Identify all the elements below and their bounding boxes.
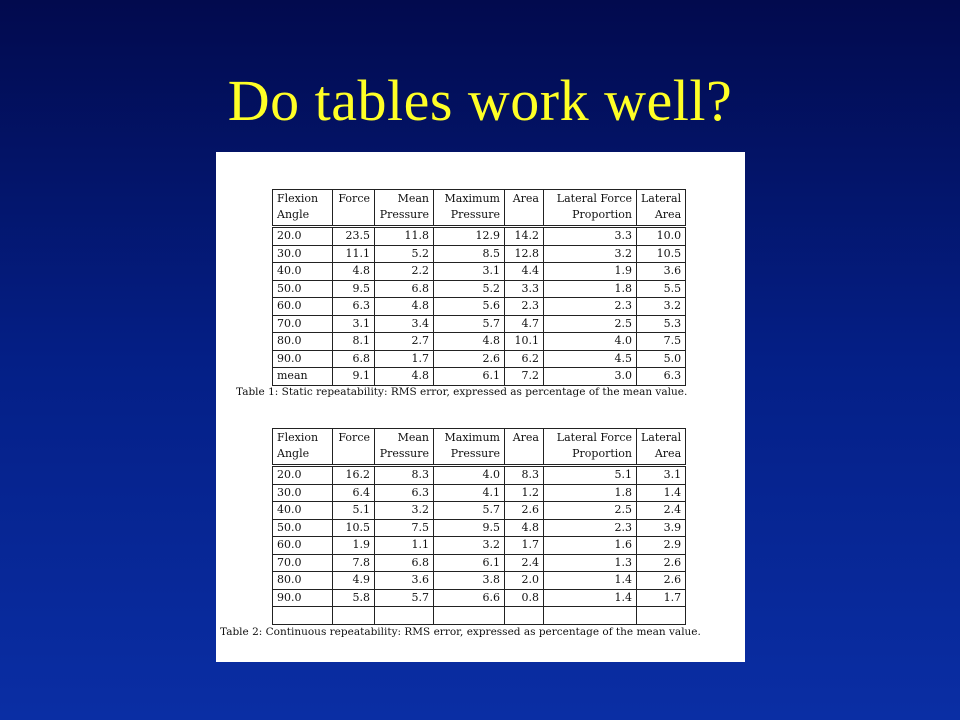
column-header-line: Lateral [641, 431, 682, 444]
table-cell: 10.0 [637, 227, 686, 246]
table-cell: 1.2 [505, 484, 544, 502]
table-cell: 6.8 [375, 280, 434, 298]
table-cell: 12.9 [434, 227, 505, 246]
table-2-caption: Table 2: Continuous repeatability: RMS error, expressed as percentage of the mean value. [220, 626, 701, 638]
table-cell: 4.5 [544, 350, 637, 368]
table-cell: 3.6 [637, 263, 686, 281]
table-cell: 3.0 [544, 368, 637, 386]
table-cell: 20.0 [273, 466, 333, 485]
table-cell: 23.5 [333, 227, 375, 246]
table-cell [375, 607, 434, 625]
table-cell: 90.0 [273, 350, 333, 368]
table-row [273, 227, 686, 246]
column-header-line: Pressure [450, 447, 500, 460]
table-cell [505, 607, 544, 625]
column-header-line: Mean [397, 192, 429, 205]
table-cell: 6.6 [434, 589, 505, 607]
table-cell: 5.6 [434, 298, 505, 316]
table-cell: 6.2 [505, 350, 544, 368]
table-cell: 5.1 [544, 466, 637, 485]
table-cell: 4.8 [434, 333, 505, 351]
table-cell: 20.0 [273, 227, 333, 246]
table-cell: 3.6 [375, 572, 434, 590]
table-cell: mean [273, 368, 333, 386]
column-header-line: Maximum [444, 192, 500, 205]
table-cell: 5.7 [434, 502, 505, 520]
table-cell: 4.8 [375, 368, 434, 386]
table-cell: 6.8 [375, 554, 434, 572]
table-cell: 60.0 [273, 537, 333, 555]
table-cell: 2.6 [434, 350, 505, 368]
table-cell: 7.2 [505, 368, 544, 386]
table-cell: 1.4 [637, 484, 686, 502]
column-header-line: Area [654, 447, 682, 460]
table-row [273, 572, 686, 590]
table-cell: 6.8 [333, 350, 375, 368]
tables-image [216, 152, 745, 662]
table-cell: 1.4 [544, 589, 637, 607]
table-row [273, 298, 686, 316]
table-row [273, 368, 686, 386]
table-cell: 1.7 [637, 589, 686, 607]
table-cell: 3.3 [505, 280, 544, 298]
column-header-line: Maximum [444, 431, 500, 444]
table-row [273, 263, 686, 281]
column-header-line: Lateral Force [556, 192, 632, 205]
column-header-line: Pressure [379, 208, 429, 221]
table-cell: 9.5 [434, 519, 505, 537]
table-cell [434, 607, 505, 625]
column-header [544, 190, 637, 227]
table-cell: 30.0 [273, 484, 333, 502]
table-cell: 3.8 [434, 572, 505, 590]
table-cell: 3.1 [434, 263, 505, 281]
column-header [637, 190, 686, 227]
table-cell: 40.0 [273, 502, 333, 520]
table-cell: 10.5 [637, 245, 686, 263]
column-header [434, 429, 505, 466]
continuous-repeatability-table [272, 428, 686, 625]
table-cell: 30.0 [273, 245, 333, 263]
table-cell: 12.8 [505, 245, 544, 263]
table-cell: 6.3 [637, 368, 686, 386]
table-cell: 5.3 [637, 315, 686, 333]
table-cell: 8.1 [333, 333, 375, 351]
table-row [273, 519, 686, 537]
table-cell: 2.3 [505, 298, 544, 316]
column-header [505, 429, 544, 466]
table-cell: 2.6 [505, 502, 544, 520]
table-row [273, 245, 686, 263]
table-header-row [273, 429, 686, 466]
table-cell: 2.7 [375, 333, 434, 351]
table-cell: 3.1 [637, 466, 686, 485]
slide-title: Do tables work well? [227, 68, 733, 133]
table-cell: 4.9 [333, 572, 375, 590]
table-cell: 2.2 [375, 263, 434, 281]
table-cell: 2.0 [505, 572, 544, 590]
column-header-line: Lateral [641, 192, 682, 205]
table-cell: 4.7 [505, 315, 544, 333]
table-cell: 1.1 [375, 537, 434, 555]
column-header [505, 190, 544, 227]
table-cell [273, 607, 333, 625]
table-cell: 3.2 [544, 245, 637, 263]
table-cell: 1.8 [544, 484, 637, 502]
table-cell: 7.5 [637, 333, 686, 351]
column-header [375, 190, 434, 227]
table-row [273, 589, 686, 607]
table-cell: 6.1 [434, 368, 505, 386]
table-cell: 2.4 [637, 502, 686, 520]
table-cell: 4.4 [505, 263, 544, 281]
static-repeatability-table [272, 189, 686, 386]
table-cell: 8.5 [434, 245, 505, 263]
column-header-line: Area [654, 208, 682, 221]
table-cell: 4.0 [544, 333, 637, 351]
column-header-line: Force [338, 431, 370, 444]
table-cell: 1.6 [544, 537, 637, 555]
table-cell: 4.8 [333, 263, 375, 281]
column-header-line: Pressure [379, 447, 429, 460]
table-cell: 1.3 [544, 554, 637, 572]
table-cell: 2.9 [637, 537, 686, 555]
table-cell: 2.4 [505, 554, 544, 572]
table-cell: 3.4 [375, 315, 434, 333]
table-cell: 6.3 [375, 484, 434, 502]
table-cell: 1.7 [375, 350, 434, 368]
table-cell: 2.3 [544, 298, 637, 316]
table-header-row [273, 190, 686, 227]
table-cell: 5.5 [637, 280, 686, 298]
table-cell: 40.0 [273, 263, 333, 281]
column-header-line: Mean [397, 431, 429, 444]
table-cell: 2.6 [637, 554, 686, 572]
table-cell: 6.1 [434, 554, 505, 572]
table-cell: 2.6 [637, 572, 686, 590]
table-cell: 0.8 [505, 589, 544, 607]
table-cell: 10.1 [505, 333, 544, 351]
table-row [273, 537, 686, 555]
column-header-line: Force [338, 192, 370, 205]
table-row [273, 466, 686, 485]
table-cell: 10.5 [333, 519, 375, 537]
table-cell [544, 607, 637, 625]
table-cell: 5.8 [333, 589, 375, 607]
table-cell: 2.5 [544, 502, 637, 520]
table-cell: 11.8 [375, 227, 434, 246]
table-row [273, 333, 686, 351]
table-cell: 16.2 [333, 466, 375, 485]
table-cell: 3.1 [333, 315, 375, 333]
table-cell: 5.2 [434, 280, 505, 298]
table-cell: 1.9 [544, 263, 637, 281]
column-header-line: Angle [277, 208, 310, 221]
table-cell: 80.0 [273, 333, 333, 351]
table-cell: 3.2 [637, 298, 686, 316]
table-cell: 3.2 [375, 502, 434, 520]
table-cell: 1.7 [505, 537, 544, 555]
table-cell: 5.1 [333, 502, 375, 520]
column-header [273, 190, 333, 227]
table-cell: 1.9 [333, 537, 375, 555]
column-header-line: Pressure [450, 208, 500, 221]
table-cell: 2.5 [544, 315, 637, 333]
table-cell: 14.2 [505, 227, 544, 246]
column-header [273, 429, 333, 466]
table-cell [333, 607, 375, 625]
table-cell: 5.7 [434, 315, 505, 333]
table-cell: 60.0 [273, 298, 333, 316]
table-cell: 80.0 [273, 572, 333, 590]
column-header-line: Angle [277, 447, 310, 460]
table-cell: 50.0 [273, 519, 333, 537]
table-cell: 4.8 [505, 519, 544, 537]
table-cell: 3.9 [637, 519, 686, 537]
table-cell: 4.1 [434, 484, 505, 502]
table-cell: 3.2 [434, 537, 505, 555]
column-header-line: Flexion [277, 431, 319, 444]
table-cell: 9.1 [333, 368, 375, 386]
table-cell: 3.3 [544, 227, 637, 246]
column-header-line: Lateral Force [556, 431, 632, 444]
column-header-line: Proportion [572, 208, 632, 221]
table-cell: 6.3 [333, 298, 375, 316]
table-cell: 1.8 [544, 280, 637, 298]
column-header [544, 429, 637, 466]
column-header [375, 429, 434, 466]
table-cell: 8.3 [375, 466, 434, 485]
table-row [273, 607, 686, 625]
column-header-line: Flexion [277, 192, 319, 205]
table-cell: 50.0 [273, 280, 333, 298]
column-header-line: Area [512, 192, 539, 205]
table-cell: 8.3 [505, 466, 544, 485]
column-header-line: Proportion [572, 447, 632, 460]
table-1-caption: Table 1: Static repeatability: RMS error, expressed as percentage of the mean value. [236, 386, 688, 398]
column-header-line: Area [512, 431, 539, 444]
table-cell: 7.5 [375, 519, 434, 537]
column-header [333, 429, 375, 466]
table-cell: 2.3 [544, 519, 637, 537]
table-row [273, 554, 686, 572]
table-row [273, 315, 686, 333]
column-header [333, 190, 375, 227]
table-cell: 6.4 [333, 484, 375, 502]
table-row [273, 280, 686, 298]
table-cell: 11.1 [333, 245, 375, 263]
table-cell: 5.2 [375, 245, 434, 263]
table-cell: 70.0 [273, 554, 333, 572]
table-cell: 4.0 [434, 466, 505, 485]
column-header [434, 190, 505, 227]
table-row [273, 484, 686, 502]
column-header [637, 429, 686, 466]
table-row [273, 350, 686, 368]
table-cell: 5.7 [375, 589, 434, 607]
table-cell: 90.0 [273, 589, 333, 607]
table-cell: 1.4 [544, 572, 637, 590]
table-cell: 5.0 [637, 350, 686, 368]
table-cell: 70.0 [273, 315, 333, 333]
table-row [273, 502, 686, 520]
table-cell: 7.8 [333, 554, 375, 572]
table-cell: 9.5 [333, 280, 375, 298]
table-cell [637, 607, 686, 625]
table-cell: 4.8 [375, 298, 434, 316]
